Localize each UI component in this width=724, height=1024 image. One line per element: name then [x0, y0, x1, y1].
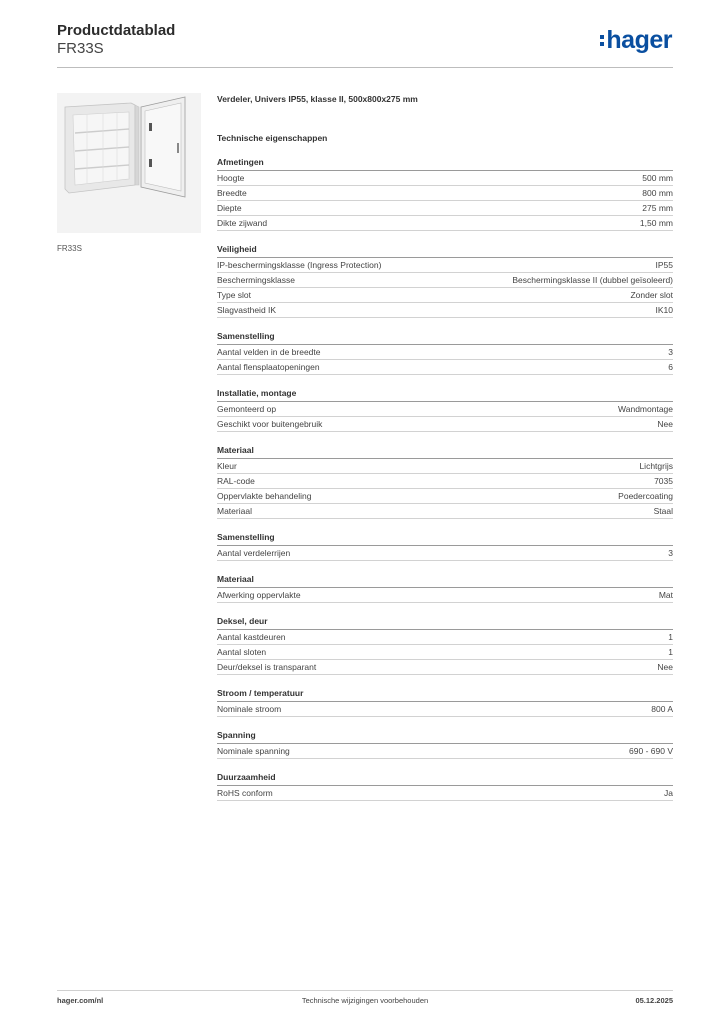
spec-label: Aantal verdelerrijen	[217, 548, 291, 558]
spec-label: RAL-code	[217, 476, 255, 486]
spec-label: Aantal sloten	[217, 647, 267, 657]
spec-row	[217, 201, 673, 216]
spec-label: Hoogte	[217, 173, 245, 183]
spec-value: Ja	[664, 788, 673, 798]
spec-value: 800 A	[651, 704, 673, 714]
spec-label: Slagvastheid IK	[217, 305, 277, 315]
spec-row	[217, 258, 673, 273]
spec-row	[217, 474, 673, 489]
spec-group	[217, 531, 673, 561]
spec-row	[217, 660, 673, 675]
spec-label: Materiaal	[217, 506, 252, 516]
spec-label: RoHS conform	[217, 788, 273, 798]
spec-value: 690 - 690 V	[629, 746, 673, 756]
spec-label: Aantal flensplaatopeningen	[217, 362, 320, 372]
spec-row	[217, 504, 673, 519]
product-code: FR33S	[57, 40, 104, 57]
spec-label: Nominale stroom	[217, 704, 282, 714]
spec-value: 275 mm	[642, 203, 673, 213]
spec-group	[217, 729, 673, 759]
spec-label: Afwerking oppervlakte	[217, 590, 301, 600]
spec-value: 1	[668, 647, 673, 657]
spec-group-title: Spanning	[217, 729, 673, 744]
spec-value: Zonder slot	[630, 290, 673, 300]
spec-value: 1	[668, 632, 673, 642]
product-name: Verdeler, Univers IP55, klasse II, 500x800x275 mm	[217, 94, 418, 104]
spec-row	[217, 786, 673, 801]
spec-value: 7035	[654, 476, 673, 486]
spec-label: Diepte	[217, 203, 242, 213]
spec-label: Breedte	[217, 188, 247, 198]
spec-row	[217, 171, 673, 186]
spec-row	[217, 417, 673, 432]
logo-dots-icon	[600, 35, 604, 46]
spec-label: Beschermingsklasse	[217, 275, 295, 285]
document-header	[57, 22, 175, 58]
spec-group	[217, 330, 673, 375]
spec-group-title: Samenstelling	[217, 330, 673, 345]
spec-value: 1,50 mm	[639, 218, 673, 228]
spec-group	[217, 615, 673, 675]
spec-label: Geschikt voor buitengebruik	[217, 419, 323, 429]
spec-group-title: Veiligheid	[217, 243, 673, 258]
document-title: Productdatablad	[57, 22, 176, 39]
spec-group-title: Materiaal	[217, 444, 673, 459]
spec-value: Staal	[653, 506, 673, 516]
spec-value: Poedercoating	[618, 491, 673, 501]
spec-group	[217, 387, 673, 432]
logo-text: hager	[606, 26, 672, 54]
spec-row	[217, 588, 673, 603]
spec-value: Wandmontage	[618, 404, 673, 414]
spec-label: Deur/deksel is transparant	[217, 662, 317, 672]
spec-group	[217, 771, 673, 801]
spec-group-title: Afmetingen	[217, 156, 673, 171]
spec-value: 3	[668, 347, 673, 357]
spec-group-title: Deksel, deur	[217, 615, 673, 630]
spec-group	[217, 156, 673, 231]
spec-group-title: Duurzaamheid	[217, 771, 673, 786]
footer-date: 05.12.2025	[635, 996, 673, 1005]
spec-group-title: Materiaal	[217, 573, 673, 588]
spec-row	[217, 303, 673, 318]
spec-label: Kleur	[217, 461, 237, 471]
spec-row	[217, 489, 673, 504]
spec-group	[217, 243, 673, 318]
spec-row	[217, 402, 673, 417]
spec-row	[217, 645, 673, 660]
spec-label: Aantal velden in de breedte	[217, 347, 321, 357]
spec-value: Nee	[657, 662, 673, 672]
spec-group	[217, 687, 673, 717]
spec-value: Lichtgrijs	[639, 461, 673, 471]
spec-group	[217, 573, 673, 603]
spec-group-title: Samenstelling	[217, 531, 673, 546]
spec-value: Mat	[658, 590, 673, 600]
spec-value: 800 mm	[642, 188, 673, 198]
section-heading: Technische eigenschappen	[217, 133, 328, 143]
spec-value: Beschermingsklasse II (dubbel geïsoleerd)	[512, 275, 673, 285]
spec-label: Nominale spanning	[217, 746, 290, 756]
spec-value: IK10	[655, 305, 673, 315]
spec-label: Type slot	[217, 290, 252, 300]
header-divider	[57, 67, 673, 68]
spec-label: Oppervlakte behandeling	[217, 491, 312, 501]
spec-row	[217, 459, 673, 474]
spec-value: Nee	[657, 419, 673, 429]
spec-row	[217, 702, 673, 717]
spec-group-title: Stroom / temperatuur	[217, 687, 673, 702]
spec-groups	[217, 156, 673, 801]
hager-logo	[600, 27, 672, 53]
spec-row	[217, 744, 673, 759]
spec-value: 3	[668, 548, 673, 558]
footer-website[interactable]: hager.com/nl	[57, 996, 104, 1005]
footer-divider	[57, 990, 673, 991]
spec-row	[217, 273, 673, 288]
spec-row	[217, 186, 673, 201]
spec-value: 500 mm	[642, 173, 673, 183]
spec-value: IP55	[655, 260, 673, 270]
spec-label: Aantal kastdeuren	[217, 632, 286, 642]
spec-row	[217, 360, 673, 375]
spec-row	[217, 546, 673, 561]
spec-value: 6	[668, 362, 673, 372]
spec-row	[217, 216, 673, 231]
spec-group	[217, 444, 673, 519]
spec-label: Dikte zijwand	[217, 218, 268, 228]
spec-row	[217, 345, 673, 360]
spec-content	[217, 93, 673, 813]
spec-label: Gemonteerd op	[217, 404, 277, 414]
spec-row	[217, 630, 673, 645]
image-caption: FR33S	[57, 244, 82, 253]
spec-group-title: Installatie, montage	[217, 387, 673, 402]
spec-row	[217, 288, 673, 303]
footer-disclaimer: Technische wijzigingen voorbehouden	[301, 996, 429, 1005]
spec-label: IP-beschermingsklasse (Ingress Protection)	[217, 260, 382, 270]
enclosure-product-image	[57, 93, 201, 233]
